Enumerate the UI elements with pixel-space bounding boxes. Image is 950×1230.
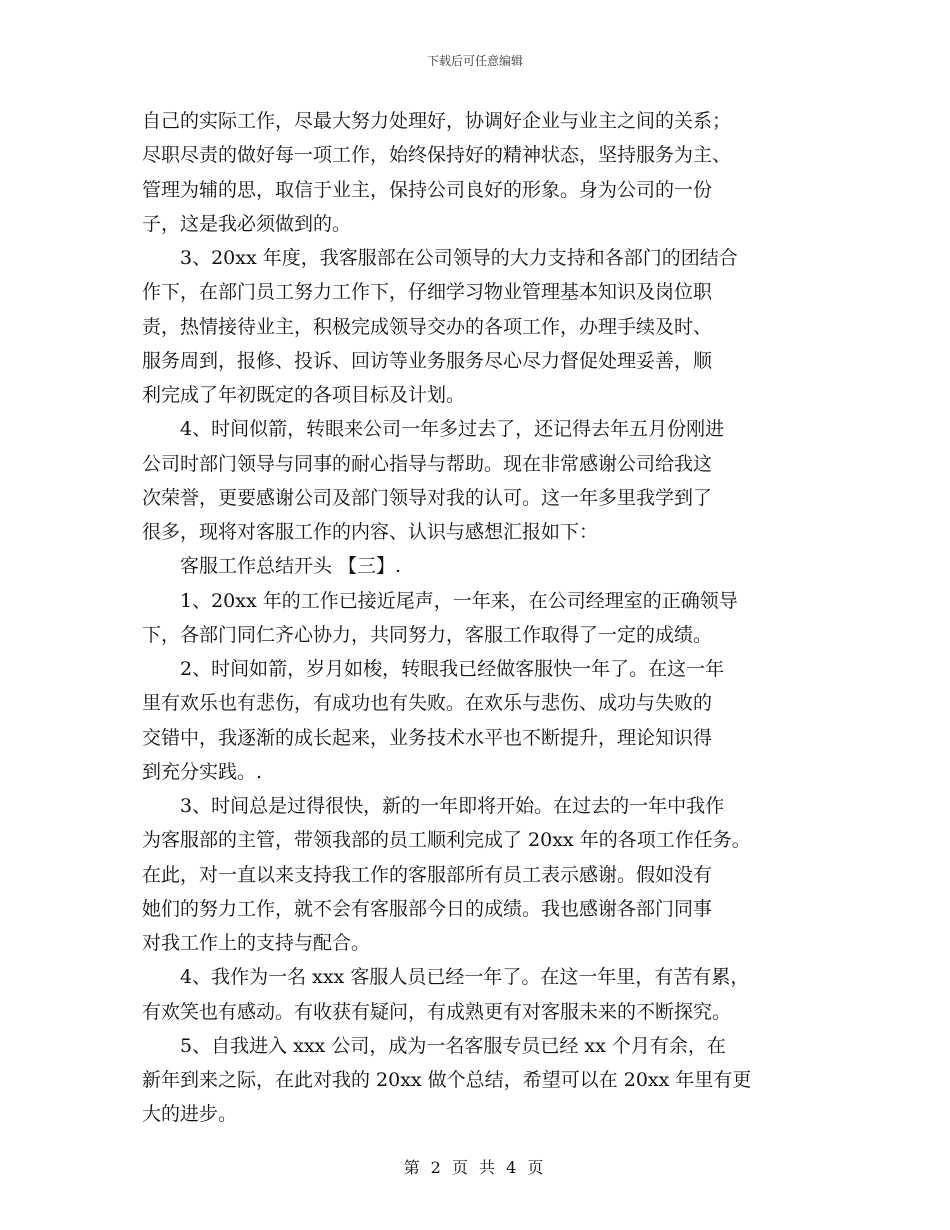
document-body bbox=[142, 104, 822, 1132]
text-line: 次荣誉，更要感谢公司及部门领导对我的认可。这一年多里我学到了 bbox=[142, 486, 713, 509]
text-line: 很多，现将对客服工作的内容、认识与感想汇报如下： bbox=[142, 521, 599, 543]
text-line: 到充分实践。. bbox=[142, 760, 263, 783]
text-line: 大的进步。 bbox=[142, 1103, 238, 1126]
text-line: 为客服部的主管，带领我部的员工顺利完成了 20xx 年的各项工作任务。 bbox=[142, 829, 751, 852]
text-line: 公司时部门领导与同事的耐心指导与帮助。现在非常感谢公司给我这 bbox=[142, 452, 713, 475]
text-line: 下，各部门同仁齐心协力，共同努力，客服工作取得了一定的成绩。 bbox=[142, 623, 713, 646]
text-line: 里有欢乐也有悲伤，有成功也有失败。在欢乐与悲伤、成功与失败的 bbox=[142, 692, 713, 715]
text-line: 新年到来之际，在此对我的 20xx 做个总结，希望可以在 20xx 年里有更 bbox=[142, 1069, 752, 1091]
text-line: 4、时间似箭，转眼来公司一年多过去了，还记得去年五月份刚进 bbox=[142, 418, 725, 441]
text-line: 3、20xx 年度，我客服部在公司领导的大力支持和各部门的团结合 bbox=[142, 247, 738, 269]
section-heading: 客服工作总结开头 【三】. bbox=[142, 555, 402, 578]
text-line: 作下，在部门员工努力工作下，仔细学习物业管理基本知识及岗位职 bbox=[142, 281, 713, 304]
text-line: 5、自我进入 xxx 公司，成为一名客服专员已经 xx 个月有余，在 bbox=[142, 1034, 726, 1057]
text-line: 有欢笑也有感动。有收获有疑问，有成熟更有对客服未来的不断探究。 bbox=[142, 1000, 732, 1023]
text-line: 管理为辅的思，取信于业主，保持公司良好的形象。身为公司的一份 bbox=[142, 178, 713, 201]
page-header: 下载后可任意编辑 bbox=[426, 54, 523, 68]
text-line: 2、时间如箭，岁月如梭，转眼我已经做客服快一年了。在这一年 bbox=[142, 658, 725, 680]
page-number: 第 2 页 共 4 页 bbox=[403, 1158, 547, 1177]
text-line: 4、我作为一名 xxx 客服人员已经一年了。在这一年里，有苦有累， bbox=[142, 966, 750, 989]
text-line: 3、时间总是过得很快，新的一年即将开始。在过去的一年中我作 bbox=[142, 795, 725, 817]
text-line: 服务周到，报修、投诉、回访等业务服务尽心尽力督促处理妥善，顺 bbox=[142, 349, 713, 372]
text-line: 对我工作上的支持与配合。 bbox=[142, 932, 371, 954]
text-line: 子，这是我必须做到的。 bbox=[142, 212, 352, 235]
text-line: 利完成了年初既定的各项目标及计划。 bbox=[142, 384, 466, 406]
text-line: 她们的努力工作，就不会有客服部今日的成绩。我也感谢各部门同事 bbox=[142, 897, 713, 920]
text-line: 1、20xx 年的工作已接近尾声，一年来，在公司经理室的正确领导 bbox=[142, 589, 738, 612]
text-line: 责，热情接待业主，积极完成领导交办的各项工作，办理手续及时、 bbox=[142, 315, 713, 338]
text-line: 在此，对一直以来支持我工作的客服部所有员工表示感谢。假如没有 bbox=[142, 863, 713, 886]
text-line: 尽职尽责的做好每一项工作，始终保持好的精神状态，坚持服务为主、 bbox=[142, 144, 732, 167]
text-line: 交错中，我逐渐的成长起来，业务技术水平也不断提升，理论知识得 bbox=[142, 726, 713, 749]
text-line: 自己的实际工作，尽最大努力处理好，协调好企业与业主之间的关系； bbox=[142, 110, 732, 132]
